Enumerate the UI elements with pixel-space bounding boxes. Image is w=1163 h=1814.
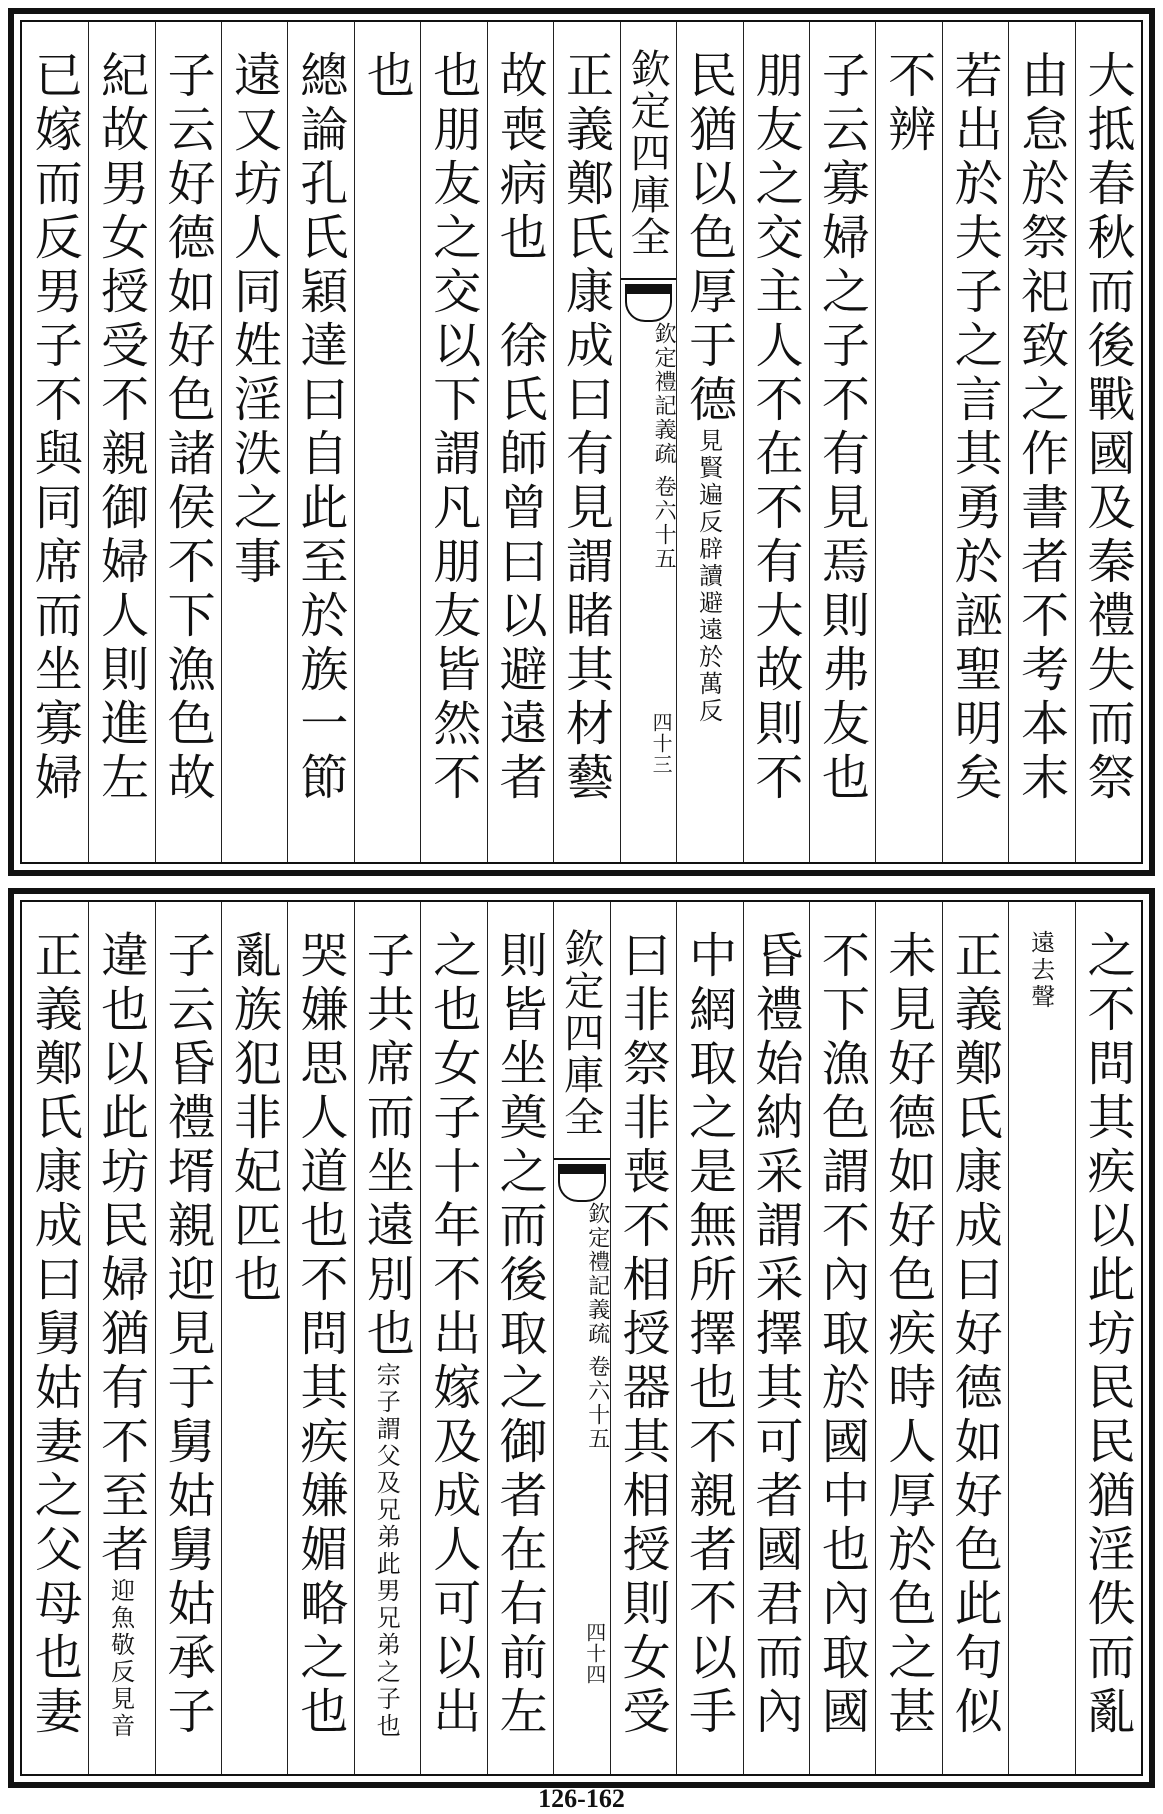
text-column: 由怠於祭祀致之作書者不考本末 xyxy=(1008,22,1074,862)
text-column: 子云寡婦之子不有見焉則弗友也 xyxy=(809,22,875,862)
book-series-title: 欽定四庫全 xyxy=(554,908,610,1160)
text-column: 子云好德如好色諸侯不下漁色故 xyxy=(155,22,221,862)
text-column: 故喪病也 徐氏師曾曰以避遠者 xyxy=(487,22,553,862)
text-column: 已嫁而反男子不與同席而坐寡婦 xyxy=(26,50,83,806)
pronunciation-note: 宗子謂父及兄弟此男兄弟之子也 xyxy=(372,1362,401,1740)
text-column: 中網取之是無所擇也不親者不以手 xyxy=(676,902,742,1774)
volume-title: 欽定禮記義疏 卷六十五 xyxy=(651,322,677,571)
lower-page-frame xyxy=(8,888,1155,1788)
text-column: 不辨 xyxy=(875,22,941,862)
upper-page-inner-frame xyxy=(20,20,1143,864)
text-column xyxy=(1075,902,1141,1774)
text-column: 昏禮始納采謂采擇其可者國君而內 xyxy=(743,902,809,1774)
folio-number: 四十三 xyxy=(649,712,674,775)
text-column: 不下漁色謂不內取於國中也內取國 xyxy=(809,902,875,1774)
upper-page-frame xyxy=(8,8,1155,876)
text-column: 正義鄭氏康成曰有見謂睹其材藝 xyxy=(553,22,619,862)
lower-page-inner-frame xyxy=(20,900,1143,1776)
text-column: 子云昏禮壻親迎見于舅姑舅姑承子 xyxy=(155,902,221,1774)
text-column: 大抵春秋而後戰國及秦禮失而祭 xyxy=(1075,22,1141,862)
book-series-title: 欽定四庫全 xyxy=(621,28,677,280)
text-column: 哭嫌思人道也不問其疾嫌媚略之也 xyxy=(287,902,353,1774)
text-column: 紀故男女授受不親御婦人則進左 xyxy=(88,22,154,862)
lower-text-columns xyxy=(22,902,1141,1774)
text-column: 若出於夫子之言其勇於誣聖明矣 xyxy=(942,22,1008,862)
text-column: 也朋友之交以下謂凡朋友皆然不 xyxy=(420,22,486,862)
upper-text-columns xyxy=(22,22,1141,862)
pronunciation-note: 見賢遍反辟讀避遠於萬反 xyxy=(694,428,723,725)
page-number: 126-162 xyxy=(538,1784,625,1813)
text-column: 朋友之交主人不在不有大故則不 xyxy=(743,22,809,862)
text-column: 曰非祭非喪不相授器其相授則女受 xyxy=(610,902,676,1774)
pronunciation-note: 遠去聲 xyxy=(1026,930,1055,1011)
text-column: 亂族犯非妃匹也 xyxy=(221,902,287,1774)
text-column: 正義鄭氏康成曰舅姑妻之父母也妻 xyxy=(26,930,83,1740)
text-column: 之也女子十年不出嫁及成人可以出 xyxy=(420,902,486,1774)
text-column: 遠又坊人同姓淫泆之事 xyxy=(221,22,287,862)
folio-number: 四十四 xyxy=(582,1622,607,1685)
text-column xyxy=(354,902,420,1774)
column-main-text: 子共席而坐遠別也 xyxy=(358,930,415,1362)
text-column xyxy=(676,22,742,862)
text-column xyxy=(1008,902,1074,1774)
fish-tail-mark-icon xyxy=(558,1164,606,1202)
center-fold-margin xyxy=(553,902,610,1774)
text-column: 則皆坐奠之而後取之御者在右前左 xyxy=(487,902,553,1774)
column-main-text: 之不問其疾以此坊民民猶淫佚而亂 xyxy=(1079,930,1135,1740)
volume-title: 欽定禮記義疏 卷六十五 xyxy=(584,1202,610,1451)
column-main-text: 違也以此坊民婦猶有不至者 xyxy=(92,930,149,1578)
text-column: 未見好德如好色疾時人厚於色之甚 xyxy=(875,902,941,1774)
text-column xyxy=(88,902,154,1774)
fish-tail-mark-icon xyxy=(625,284,673,322)
text-column: 總論孔氏穎達曰自此至於族一節 xyxy=(287,22,353,862)
pronunciation-note: 迎魚敬反見音 xyxy=(106,1578,135,1740)
text-column: 正義鄭氏康成曰好德如好色此句似 xyxy=(942,902,1008,1774)
text-column: 也 xyxy=(354,22,420,862)
column-main-text: 民猶以色厚于德 xyxy=(680,50,737,428)
center-fold-margin xyxy=(620,22,677,862)
